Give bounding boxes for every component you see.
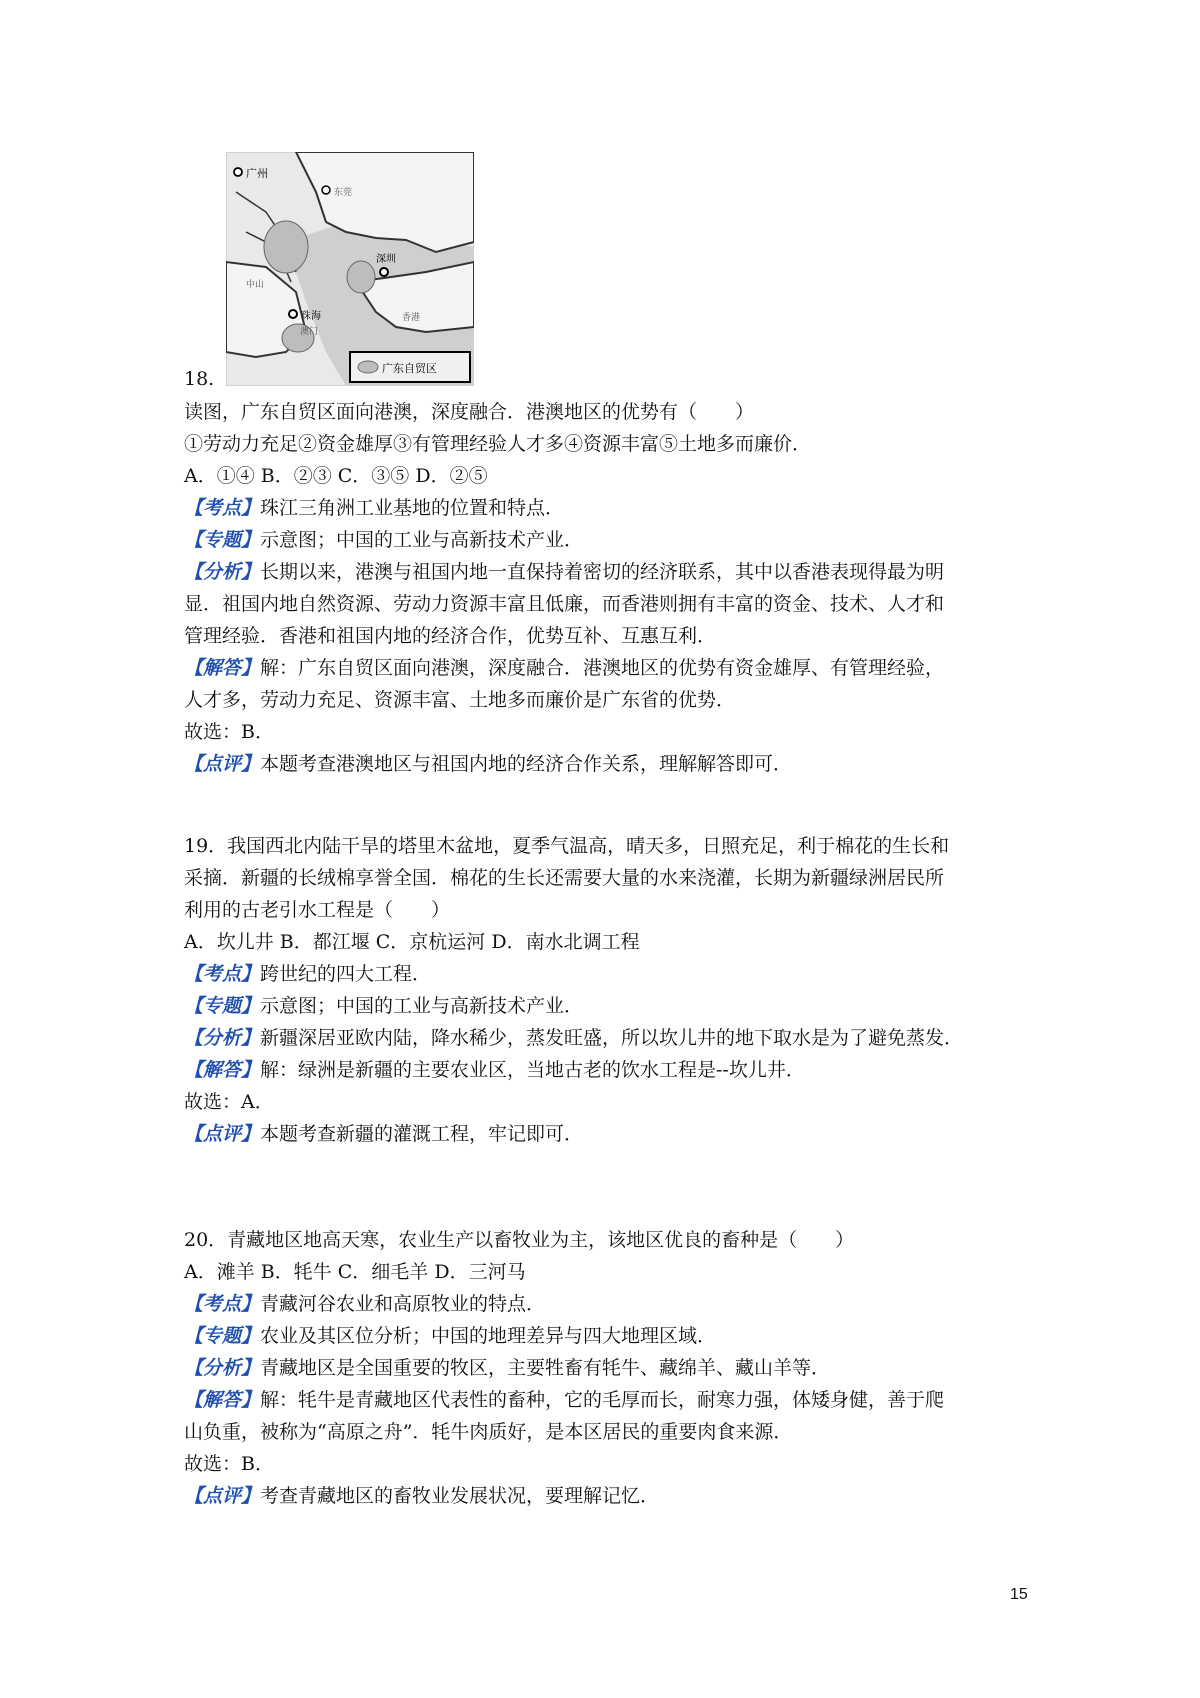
map-legend-label: 广东自贸区 (382, 362, 437, 375)
q20-options: A．滩羊 B．牦牛 C．细毛羊 D．三河马 (184, 1261, 526, 1283)
tag-fenxi: 【分析】 (184, 1027, 261, 1049)
q20-zhuanti (184, 1320, 1024, 1352)
pearl-river-delta-map (226, 152, 474, 386)
q19-jieda (184, 1054, 1024, 1086)
q18-kaodian-text: 珠江三角洲工业基地的位置和特点． (260, 497, 565, 519)
tag-dianping: 【点评】 (184, 1485, 261, 1507)
q18-jieda-line-2: 人才多，劳动力充足、资源丰富、土地多而廉价是广东省的优势． (184, 689, 736, 711)
q19-zhuanti (184, 990, 1024, 1022)
q18-zhuanti-text: 示意图；中国的工业与高新技术产业． (260, 529, 584, 551)
tag-zhuanti: 【专题】 (184, 529, 261, 551)
q18-zhuanti (184, 524, 1024, 556)
tag-dianping: 【点评】 (184, 1123, 261, 1145)
tag-dianping: 【点评】 (184, 753, 261, 775)
q18-fenxi-line-2: 显．祖国内地自然资源、劳动力资源丰富且低廉，而香港则拥有丰富的资金、技术、人才和 (184, 593, 945, 615)
q19-kaodian (184, 958, 1024, 990)
q18-fenxi-line-3: 管理经验．香港和祖国内地的经济合作，优势互补、互惠互利． (184, 625, 717, 647)
tag-fenxi: 【分析】 (184, 561, 261, 583)
q18-fenxi-text-1: 长期以来，港澳与祖国内地一直保持着密切的经济联系，其中以香港表现得最为明 (260, 561, 945, 583)
q20-kaodian-text: 青藏河谷农业和高原牧业的特点． (260, 1293, 546, 1315)
q19-fenxi (184, 1022, 1024, 1054)
q19-stem-line-3: 利用的古老引水工程是（ ） (184, 899, 451, 921)
q20-jieda (184, 1384, 1024, 1416)
map-label-macau: 澳门 (300, 327, 319, 337)
tag-zhuanti: 【专题】 (184, 995, 261, 1017)
q18-dianping-text: 本题考查港澳地区与祖国内地的经济合作关系，理解解答即可． (260, 753, 793, 775)
tag-jieda: 【解答】 (184, 1389, 261, 1411)
q20-jieda-text-1: 解：牦牛是青藏地区代表性的畜种，它的毛厚而长，耐寒力强，体矮身健，善于爬 (260, 1389, 945, 1411)
tag-jieda: 【解答】 (184, 657, 261, 679)
q18-items: ①劳动力充足②资金雄厚③有管理经验人才多④资源丰富⑤土地多而廉价． (184, 433, 812, 455)
q20-jieda-line-2: 山负重，被称为“高原之舟”．牦牛肉质好，是本区居民的重要肉食来源． (184, 1421, 793, 1443)
map-label-shenzhen: 深圳 (376, 254, 396, 265)
map-label-zhuhai: 珠海 (301, 311, 321, 322)
q20-kaodian (184, 1288, 1024, 1320)
q19-dianping (184, 1118, 1024, 1150)
q18-jieda-text-1: 解：广东自贸区面向港澳，深度融合．港澳地区的优势有资金雄厚、有管理经验， (260, 657, 945, 679)
map-label-zhongshan: 中山 (246, 280, 265, 290)
tag-fenxi: 【分析】 (184, 1357, 261, 1379)
map-label-hongkong: 香港 (402, 313, 421, 323)
q19-fenxi-text: 新疆深居亚欧内陆，降水稀少，蒸发旺盛，所以坎儿井的地下取水是为了避免蒸发． (260, 1027, 964, 1049)
q18-jieda (184, 652, 1024, 684)
q19-stem-line-2: 采摘．新疆的长绒棉享誉全国．棉花的生长还需要大量的水来浇灌，长期为新疆绿洲居民所 (184, 867, 945, 889)
tag-zhuanti: 【专题】 (184, 1325, 261, 1347)
q20-zhuanti-text: 农业及其区位分析；中国的地理差异与四大地理区域． (260, 1325, 717, 1347)
page-number: 15 (1010, 1586, 1028, 1603)
tag-kaodian: 【考点】 (184, 497, 261, 519)
q19-options: A．坎儿井 B．都江堰 C．京杭运河 D．南水北调工程 (184, 931, 640, 953)
q19-zhuanti-text: 示意图；中国的工业与高新技术产业． (260, 995, 584, 1017)
q18-answer: 故选：B． (184, 721, 274, 743)
tag-jieda: 【解答】 (184, 1059, 261, 1081)
q19-jieda-text: 解：绿洲是新疆的主要农业区，当地古老的饮水工程是--坎儿井． (260, 1059, 805, 1081)
q19-kaodian-text: 跨世纪的四大工程． (260, 963, 432, 985)
map-label-guangzhou: 广州 (246, 167, 268, 180)
question-18 (184, 396, 1024, 780)
tag-kaodian: 【考点】 (184, 1293, 261, 1315)
q18-kaodian (184, 492, 1024, 524)
q20-fenxi-text: 青藏地区是全国重要的牧区，主要牲畜有牦牛、藏绵羊、藏山羊等． (260, 1357, 831, 1379)
q19-dianping-text: 本题考查新疆的灌溉工程，牢记即可． (260, 1123, 584, 1145)
q20-dianping (184, 1480, 1024, 1512)
q20-answer: 故选：B． (184, 1453, 274, 1475)
tag-kaodian: 【考点】 (184, 963, 261, 985)
map-label-dongguan: 东莞 (334, 188, 353, 198)
q18-stem: 读图，广东自贸区面向港澳，深度融合．港澳地区的优势有（ ） (184, 401, 755, 423)
question-20 (184, 1224, 1024, 1512)
q18-number: 18. (184, 368, 215, 390)
q18-fenxi (184, 556, 1024, 588)
q19-stem-line-1: 19．我国西北内陆干旱的塔里木盆地，夏季气温高，晴天多，日照充足，利于棉花的生长和 (184, 835, 950, 857)
q20-dianping-text: 考查青藏地区的畜牧业发展状况，要理解记忆． (260, 1485, 660, 1507)
q20-stem: 20．青藏地区地高天寒，农业生产以畜牧业为主，该地区优良的畜种是（ ） (184, 1229, 855, 1251)
q19-answer: 故选：A． (184, 1091, 274, 1113)
q18-dianping (184, 748, 1024, 780)
q20-fenxi (184, 1352, 1024, 1384)
q18-options: A．①④ B．②③ C．③⑤ D．②⑤ (184, 465, 488, 487)
question-19 (184, 830, 1024, 1150)
